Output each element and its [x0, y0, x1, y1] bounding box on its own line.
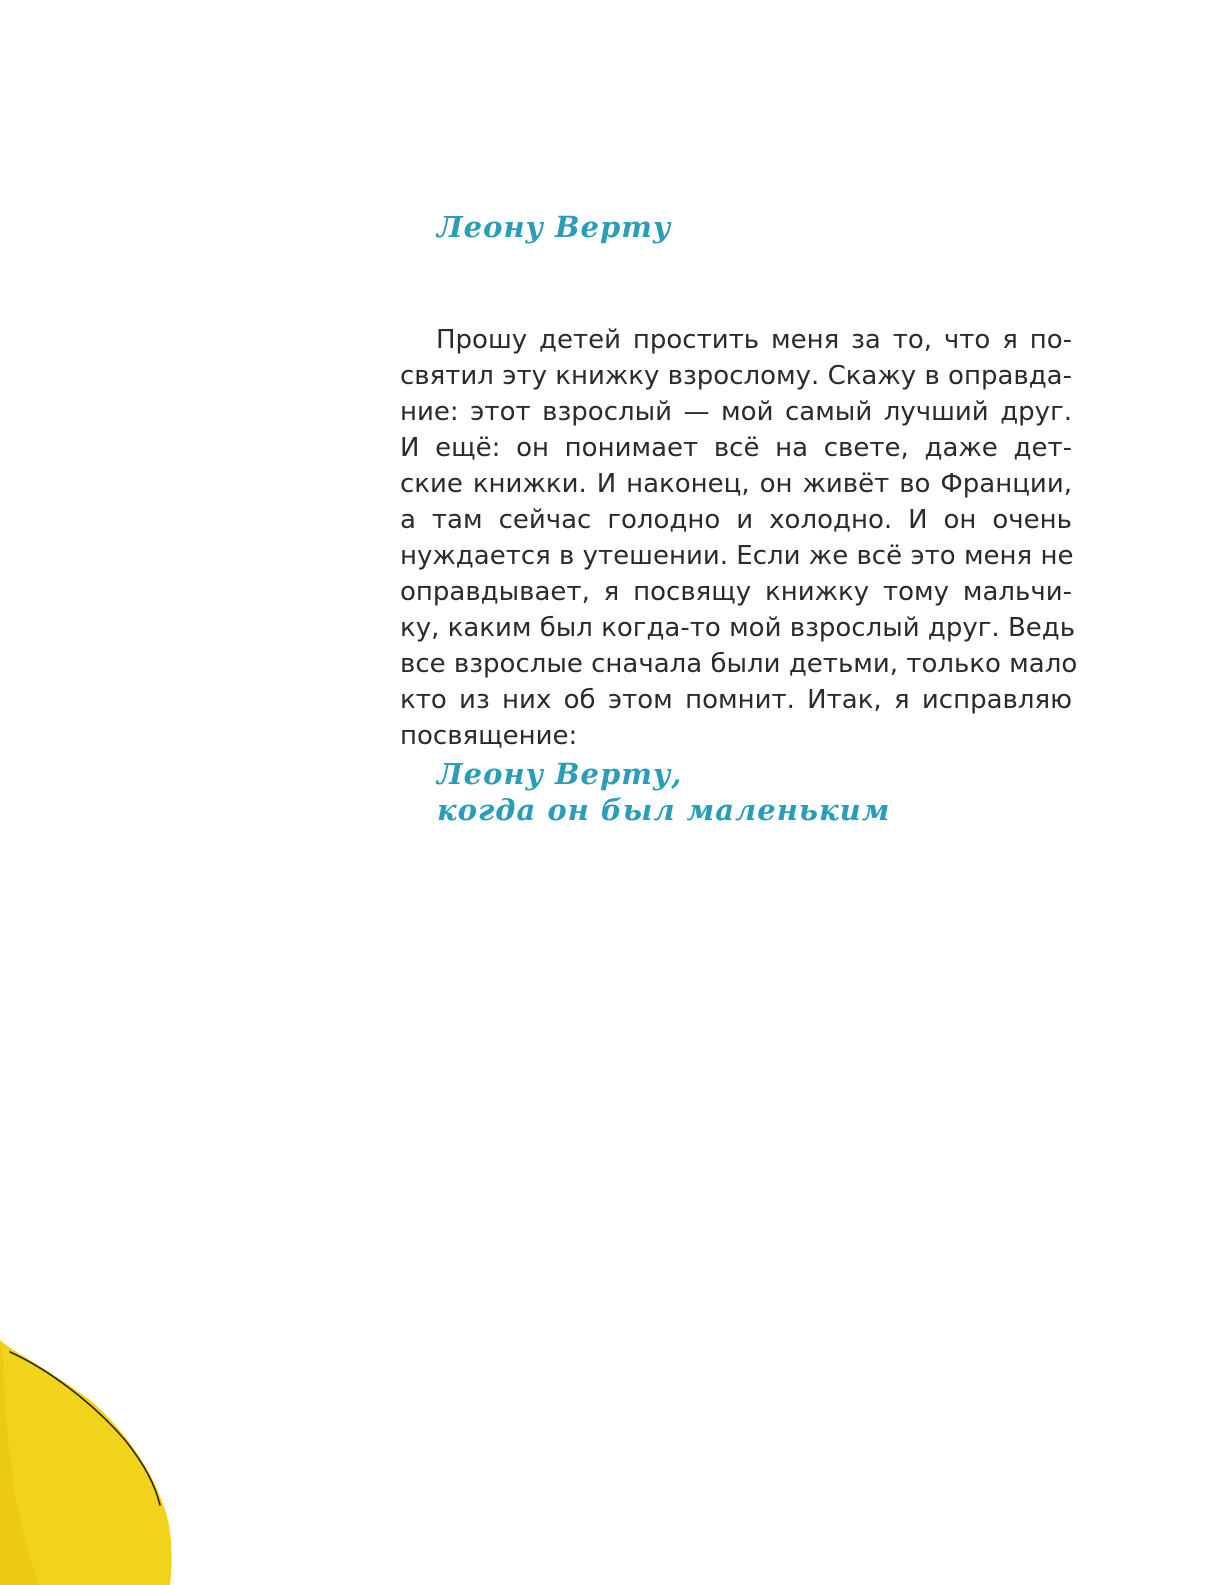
paragraph-line: нуждается в утешении. Если же всё это меня не	[400, 541, 1074, 571]
final-dedication-line-1: Леону Верту,	[437, 757, 683, 791]
paragraph-line: И ещё: он понимает всё на свете, даже дет-	[400, 433, 1072, 463]
yellow-planet-illustration	[0, 1340, 180, 1585]
dedication-paragraph	[400, 322, 1078, 754]
dedication-title: Леону Верту	[437, 210, 672, 244]
paragraph-line: оправдывает, я посвящу книжку тому мальчи-	[400, 577, 1072, 607]
paragraph-line: святил эту книжку взрослому. Скажу в оправда-	[400, 361, 1072, 391]
paragraph-line: все взрослые сначала были детьми, только мало	[400, 649, 1078, 679]
paragraph-line: Прошу детей простить меня за то, что я по-	[436, 325, 1072, 355]
paragraph-line: кто из них об этом помнит. Итак, я исправляю	[400, 685, 1072, 715]
paragraph-line: ку, каким был когда-то мой взрослый друг. Ведь	[400, 613, 1076, 643]
final-dedication	[437, 756, 890, 828]
paragraph-line: а там сейчас голодно и холодно. И он очень	[400, 505, 1072, 535]
paragraph-line: ние: этот взрослый — мой самый лучший друг.	[400, 397, 1072, 427]
paragraph-line: ские книжки. И наконец, он живёт во Франции,	[400, 469, 1072, 499]
paragraph-line: посвящение:	[400, 721, 578, 751]
final-dedication-line-2: когда он был маленьким	[437, 793, 891, 827]
